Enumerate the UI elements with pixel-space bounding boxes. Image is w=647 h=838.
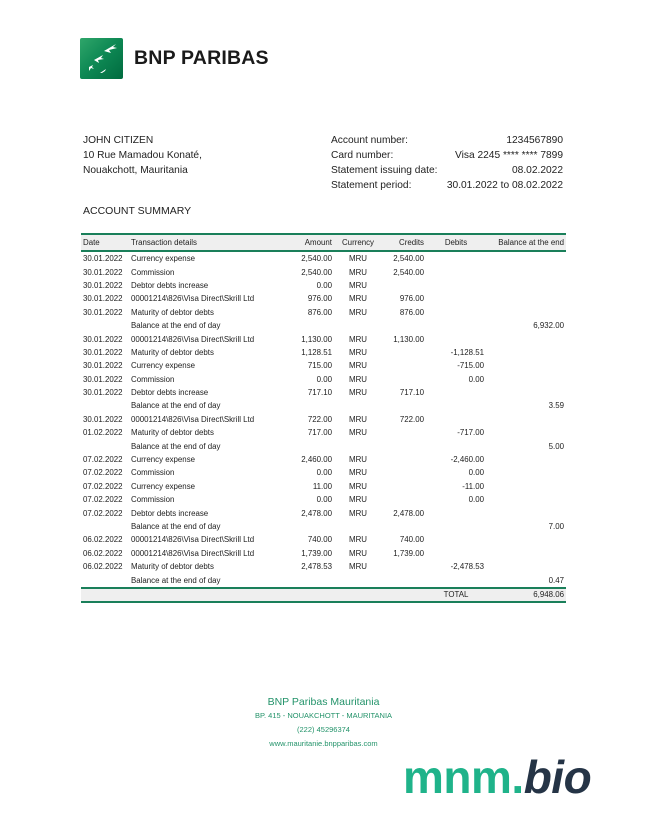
cell-debit (426, 332, 486, 345)
cell-amount (286, 520, 334, 533)
cell-balance (486, 426, 566, 439)
cell-details: Currency expense (131, 481, 196, 491)
total-row (81, 588, 566, 602)
cell-details: Currency expense (131, 361, 196, 371)
brand-name: BNP PARIBAS (134, 47, 269, 69)
cell-date: 07.02.2022 (83, 508, 123, 518)
cell-credit (382, 453, 426, 466)
table-row (81, 453, 566, 466)
cell-balance: 0.47 (548, 575, 564, 585)
table-row (81, 359, 566, 372)
cell-credit (382, 493, 426, 506)
cell-credit (382, 439, 426, 452)
watermark (403, 752, 591, 802)
cell-currency (334, 399, 382, 412)
cell-credit (382, 319, 426, 332)
cell-credit (382, 520, 426, 533)
cell-details: Currency expense (131, 455, 196, 465)
cell-details: Balance at the end of day (131, 401, 221, 411)
cell-balance (486, 332, 566, 345)
table-row (81, 493, 566, 506)
cell-details: Commission (131, 468, 175, 478)
watermark-part1: mnm. (403, 751, 524, 803)
cell-currency: MRU (349, 361, 367, 371)
cell-currency: MRU (349, 254, 367, 264)
table-row (81, 292, 566, 305)
issue-date-value: 08.02.2022 (512, 165, 563, 176)
customer-name: JOHN CITIZEN (83, 135, 154, 146)
bank-logo (80, 38, 269, 79)
bnp-stars-icon (80, 38, 123, 79)
cell-details: Balance at the end of day (131, 522, 221, 531)
table-row (81, 373, 566, 386)
cell-details: Debtor debts increase (131, 388, 209, 398)
cell-currency: MRU (349, 508, 367, 518)
cell-details: Maturity of debtor debts (131, 562, 214, 572)
table-row (81, 413, 566, 426)
cell-credit (382, 480, 426, 493)
cell-date: 30.01.2022 (83, 307, 123, 317)
cell-currency: MRU (349, 388, 367, 398)
cell-credit (382, 373, 426, 386)
cell-debit: -715.00 (457, 361, 484, 371)
cell-debit: -11.00 (462, 481, 484, 491)
footer (0, 695, 647, 750)
cell-amount: 976.00 (307, 294, 332, 304)
cell-balance (486, 547, 566, 560)
cell-details: Debtor debts increase (131, 508, 209, 518)
cell-currency: MRU (349, 535, 367, 545)
cell-details: Balance at the end of day (131, 441, 221, 451)
total-value: 6,948.06 (486, 588, 566, 602)
cell-balance (486, 560, 566, 573)
cell-date (81, 319, 129, 332)
cell-date: 01.02.2022 (83, 428, 123, 438)
cell-credit (382, 426, 426, 439)
cell-amount: 0.00 (316, 280, 332, 290)
cell-date: 06.02.2022 (83, 535, 123, 545)
cell-details: Maturity of debtor debts (131, 347, 214, 357)
period-value: 30.01.2022 to 08.02.2022 (446, 180, 563, 191)
cell-currency: MRU (349, 481, 367, 491)
cell-debit: 0.00 (468, 468, 484, 478)
period-label: Statement period: (331, 180, 412, 191)
cell-balance (486, 306, 566, 319)
col-currency: Currency (334, 234, 382, 251)
watermark-part2: bio (523, 751, 592, 803)
cell-currency (334, 520, 382, 533)
balance-row (81, 399, 566, 412)
cell-balance (486, 413, 566, 426)
cell-amount: 2,540.00 (301, 254, 332, 264)
cell-amount (286, 399, 334, 412)
cell-balance: 7.00 (548, 522, 564, 531)
cell-credit (382, 560, 426, 573)
cell-currency: MRU (349, 334, 367, 344)
cell-debit (426, 306, 486, 319)
balance-row (81, 573, 566, 587)
card-number-row (331, 148, 563, 163)
cell-date (81, 520, 129, 533)
cell-balance (486, 480, 566, 493)
cell-currency: MRU (349, 347, 367, 357)
cell-debit (426, 386, 486, 399)
section-title: ACCOUNT SUMMARY (83, 205, 192, 217)
card-number-value: Visa 2245 **** **** 7899 (455, 150, 563, 161)
cell-currency: MRU (349, 294, 367, 304)
cell-amount: 2,478.00 (301, 508, 332, 518)
cell-debit (426, 439, 486, 452)
cell-balance (486, 265, 566, 278)
cell-balance (486, 251, 566, 265)
cell-debit: 0.00 (468, 495, 484, 505)
cell-amount: 715.00 (307, 361, 332, 371)
table-row (81, 251, 566, 265)
cell-currency: MRU (349, 468, 367, 478)
cell-credit: 717.10 (399, 388, 424, 398)
cell-amount: 2,478.53 (301, 562, 332, 572)
cell-balance (486, 533, 566, 546)
cell-balance: 6,932.00 (533, 321, 564, 331)
footer-address: BP. 415 - NOUAKCHOTT - MAURITANIA (254, 711, 393, 720)
cell-currency: MRU (349, 267, 367, 277)
col-details: Transaction details (129, 234, 286, 251)
cell-credit (382, 346, 426, 359)
cell-amount: 717.10 (307, 388, 332, 398)
cell-balance (486, 386, 566, 399)
table-row (81, 265, 566, 278)
cell-debit (426, 547, 486, 560)
cell-date (81, 439, 129, 452)
cell-amount: 722.00 (307, 414, 332, 424)
cell-debit: 0.00 (468, 374, 484, 384)
total-label: TOTAL (426, 588, 486, 602)
balance-row (81, 520, 566, 533)
cell-date: 30.01.2022 (83, 254, 123, 264)
table-header (81, 234, 566, 251)
account-number-value: 1234567890 (506, 135, 563, 146)
cell-debit (426, 319, 486, 332)
cell-date: 06.02.2022 (83, 562, 123, 572)
cell-details: Debtor debts increase (131, 280, 209, 290)
cell-details: 00001214\826\Visa Direct\Skrill Ltd (131, 414, 255, 424)
col-balance: Balance at the end (486, 234, 566, 251)
cell-balance (486, 279, 566, 292)
cell-credit: 1,130.00 (393, 334, 424, 344)
cell-details: Maturity of debtor debts (131, 428, 214, 438)
cell-amount: 876.00 (307, 307, 332, 317)
cell-amount: 1,128.51 (301, 347, 332, 357)
cell-credit: 876.00 (399, 307, 424, 317)
cell-details: Commission (131, 374, 175, 384)
account-number-label: Account number: (331, 135, 409, 146)
cell-details: Balance at the end of day (131, 575, 221, 585)
cell-debit (426, 506, 486, 519)
table-row (81, 547, 566, 560)
col-credits: Credits (382, 234, 426, 251)
footer-phone: (222) 45296374 (297, 725, 350, 734)
cell-balance (486, 359, 566, 372)
balance-row (81, 319, 566, 332)
cell-date: 30.01.2022 (83, 267, 123, 277)
cell-credit: 976.00 (399, 294, 424, 304)
cell-amount (286, 573, 334, 587)
cell-currency: MRU (349, 414, 367, 424)
table-row (81, 332, 566, 345)
cell-debit (426, 265, 486, 278)
cell-amount: 1,739.00 (301, 548, 332, 558)
cell-details: Maturity of debtor debts (131, 307, 214, 317)
cell-balance (486, 453, 566, 466)
cell-date: 06.02.2022 (83, 548, 123, 558)
cell-date: 07.02.2022 (83, 455, 123, 465)
cell-currency: MRU (349, 428, 367, 438)
cell-debit: -2,460.00 (450, 455, 484, 465)
table-row (81, 279, 566, 292)
cell-currency: MRU (349, 455, 367, 465)
cell-debit (426, 399, 486, 412)
table-row (81, 533, 566, 546)
cell-amount: 0.00 (316, 374, 332, 384)
cell-currency: MRU (349, 280, 367, 290)
col-amount: Amount (286, 234, 334, 251)
cell-credit: 1,739.00 (393, 548, 424, 558)
cell-currency: MRU (349, 495, 367, 505)
cell-details: Balance at the end of day (131, 321, 221, 331)
table-row (81, 346, 566, 359)
cell-balance (486, 346, 566, 359)
col-date: Date (81, 234, 129, 251)
cell-date (81, 573, 129, 587)
cell-date: 30.01.2022 (83, 347, 123, 357)
cell-amount: 740.00 (307, 535, 332, 545)
cell-details: Commission (131, 495, 175, 505)
address-line-2: Nouakchott, Mauritania (83, 165, 188, 176)
cell-credit: 740.00 (399, 535, 424, 545)
table-row (81, 306, 566, 319)
cell-credit (382, 359, 426, 372)
table-row (81, 560, 566, 573)
cell-details: 00001214\826\Visa Direct\Skrill Ltd (131, 548, 255, 558)
cell-credit (382, 279, 426, 292)
cell-credit: 722.00 (399, 414, 424, 424)
period-row (331, 178, 563, 193)
cell-details: Currency expense (131, 254, 196, 264)
cell-amount (286, 439, 334, 452)
address-line-1: 10 Rue Mamadou Konaté, (83, 150, 202, 161)
cell-currency (334, 573, 382, 587)
account-number-row (331, 133, 563, 148)
cell-debit (426, 533, 486, 546)
table-row (81, 426, 566, 439)
cell-currency (334, 439, 382, 452)
cell-debit: -1,128.51 (450, 347, 484, 357)
cell-debit: -717.00 (457, 428, 484, 438)
cell-balance (486, 373, 566, 386)
cell-currency: MRU (349, 374, 367, 384)
cell-date (81, 399, 129, 412)
cell-date: 07.02.2022 (83, 481, 123, 491)
cell-credit (382, 399, 426, 412)
cell-date: 30.01.2022 (83, 334, 123, 344)
cell-amount: 2,460.00 (301, 455, 332, 465)
cell-details: Commission (131, 267, 175, 277)
cell-credit (382, 573, 426, 587)
cell-currency: MRU (349, 307, 367, 317)
cell-date: 07.02.2022 (83, 468, 123, 478)
cell-credit: 2,478.00 (393, 508, 424, 518)
card-number-label: Card number: (331, 150, 394, 161)
table-row (81, 466, 566, 479)
cell-details: 00001214\826\Visa Direct\Skrill Ltd (131, 294, 255, 304)
cell-balance: 3.59 (548, 401, 564, 411)
cell-debit (426, 279, 486, 292)
issue-date-row (331, 163, 563, 178)
cell-credit: 2,540.00 (393, 267, 424, 277)
cell-debit: -2,478.53 (450, 562, 484, 572)
cell-credit (382, 466, 426, 479)
cell-details: 00001214\826\Visa Direct\Skrill Ltd (131, 535, 255, 545)
customer-address (83, 133, 202, 178)
account-info (331, 133, 563, 193)
cell-currency: MRU (349, 548, 367, 558)
cell-balance (486, 466, 566, 479)
issue-date-label: Statement issuing date: (331, 165, 438, 176)
cell-credit: 2,540.00 (393, 254, 424, 264)
cell-date: 30.01.2022 (83, 280, 123, 290)
cell-debit (426, 573, 486, 587)
col-debits: Debits (426, 234, 486, 251)
cell-currency: MRU (349, 562, 367, 572)
cell-amount: 11.00 (312, 481, 332, 491)
cell-debit (426, 251, 486, 265)
cell-date: 30.01.2022 (83, 361, 123, 371)
cell-details: 00001214\826\Visa Direct\Skrill Ltd (131, 334, 255, 344)
cell-amount: 0.00 (316, 495, 332, 505)
cell-date: 30.01.2022 (83, 388, 123, 398)
cell-date: 30.01.2022 (83, 294, 123, 304)
cell-date: 07.02.2022 (83, 495, 123, 505)
balance-row (81, 439, 566, 452)
cell-currency (334, 319, 382, 332)
footer-bank-name: BNP Paribas Mauritania (267, 696, 380, 708)
cell-amount: 1,130.00 (301, 334, 332, 344)
cell-date: 30.01.2022 (83, 414, 123, 424)
table-row (81, 386, 566, 399)
cell-debit (426, 413, 486, 426)
table-row (81, 506, 566, 519)
cell-amount: 2,540.00 (301, 267, 332, 277)
cell-balance (486, 506, 566, 519)
cell-amount (286, 319, 334, 332)
cell-date: 30.01.2022 (83, 374, 123, 384)
transactions-table (81, 233, 566, 603)
footer-website[interactable]: www.mauritanie.bnpparibas.com (269, 739, 378, 748)
cell-amount: 717.00 (307, 428, 332, 438)
cell-debit (426, 292, 486, 305)
cell-balance (486, 493, 566, 506)
cell-debit (426, 520, 486, 533)
table-row (81, 480, 566, 493)
cell-balance: 5.00 (548, 441, 564, 451)
cell-amount: 0.00 (316, 468, 332, 478)
cell-balance (486, 292, 566, 305)
